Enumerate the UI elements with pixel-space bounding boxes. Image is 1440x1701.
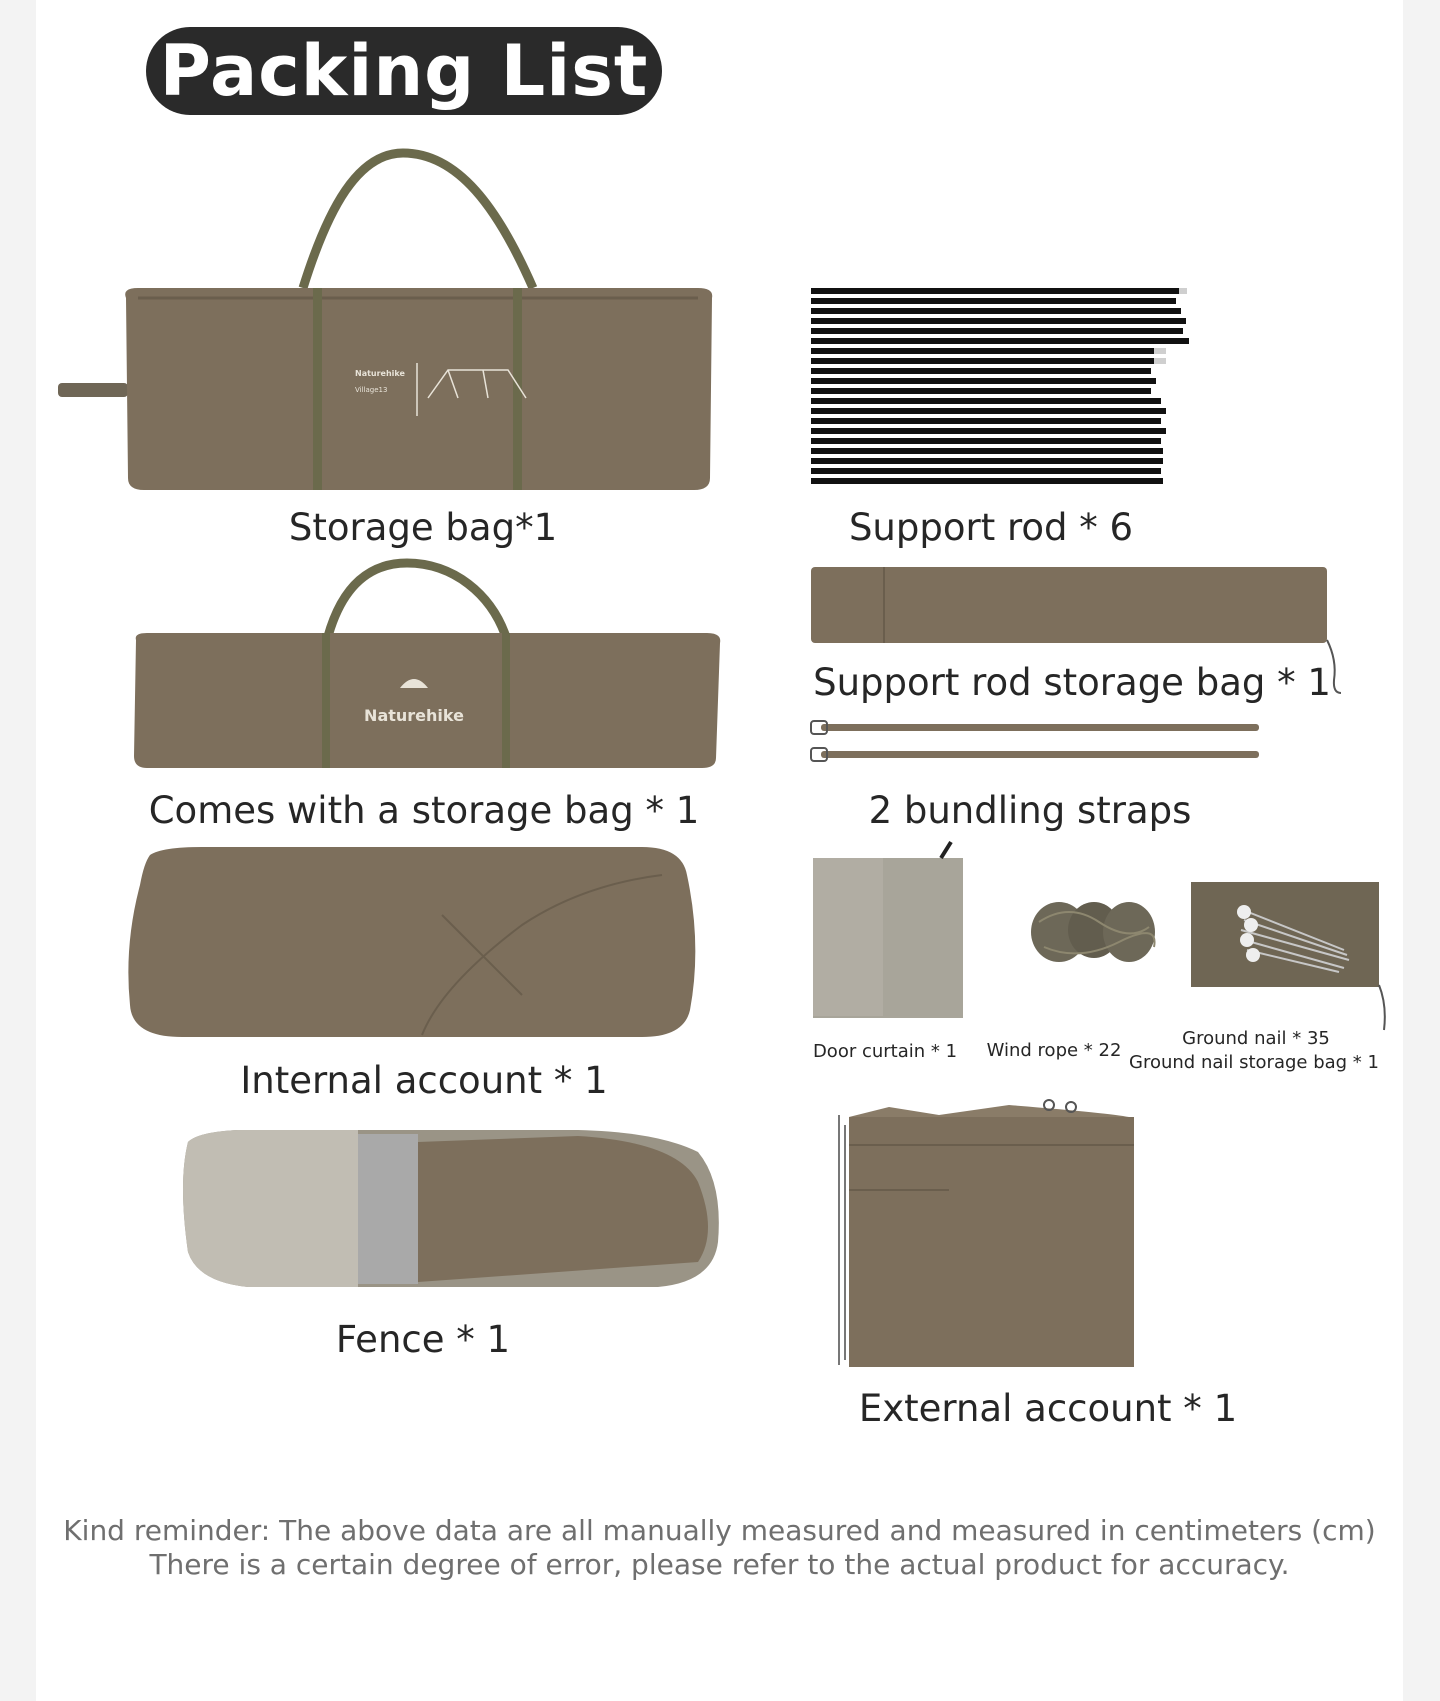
bundling-straps-image	[809, 717, 1269, 767]
door-curtain-image	[811, 840, 966, 1020]
wind-rope-caption: Wind rope * 22	[986, 1040, 1122, 1061]
fence-image	[158, 1122, 728, 1292]
internal-account-image	[122, 845, 722, 1040]
ground-nail-caption: Ground nail * 35	[1182, 1028, 1330, 1049]
page-title: Packing List	[146, 27, 662, 115]
support-rods-image	[809, 286, 1189, 491]
small-storage-bag-image	[122, 558, 732, 773]
packing-list-sheet	[36, 0, 1403, 1701]
ground-nail-bag-caption: Ground nail storage bag * 1	[1129, 1052, 1379, 1073]
storage-bag-image	[58, 148, 748, 493]
ground-nail-bag-image	[1189, 880, 1389, 1040]
external-account-caption: External account * 1	[858, 1387, 1238, 1430]
fence-caption: Fence * 1	[335, 1318, 511, 1361]
wind-rope-image	[1029, 892, 1159, 977]
footer-reminder-line1: Kind reminder: The above data are all manually measured and measured in centimeters (cm)	[63, 1514, 1376, 1547]
footer-reminder-line2: There is a certain degree of error, please refer to the actual product for accuracy.	[149, 1548, 1290, 1581]
small-bag-brand-print: Naturehike	[364, 706, 464, 725]
support-rod-bag-caption: Support rod storage bag * 1	[813, 661, 1331, 704]
door-curtain-caption: Door curtain * 1	[812, 1041, 958, 1062]
internal-account-caption: Internal account * 1	[240, 1059, 608, 1102]
external-account-image	[809, 1095, 1249, 1375]
bag-model-print: Village13	[355, 386, 388, 394]
bag-brand-print: Naturehike	[355, 369, 405, 378]
small-bag-caption: Comes with a storage bag * 1	[148, 789, 700, 832]
straps-caption: 2 bundling straps	[868, 789, 1192, 832]
storage-bag-caption: Storage bag*1	[288, 506, 558, 549]
support-rod-caption: Support rod * 6	[848, 506, 1134, 549]
